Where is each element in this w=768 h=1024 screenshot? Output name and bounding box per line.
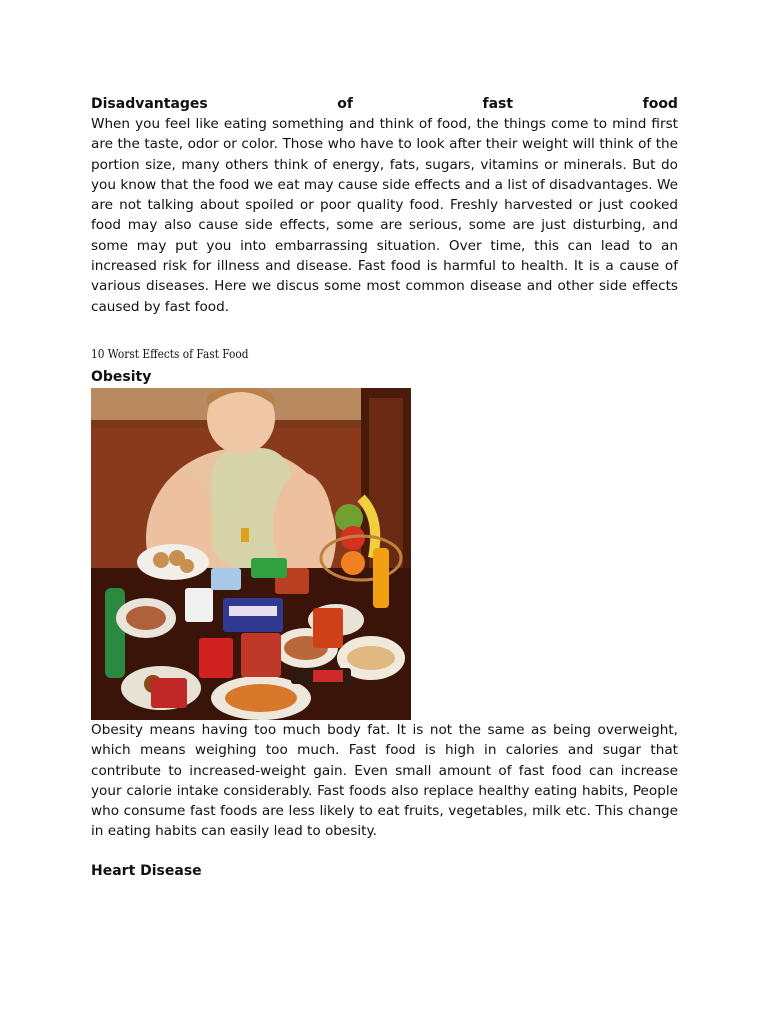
section-heading-heart-disease: Heart Disease: [91, 862, 202, 879]
title-word: fast: [482, 96, 514, 112]
title-word: of: [337, 96, 353, 112]
title-word: Disadvantages: [91, 96, 208, 112]
obesity-photo: [91, 388, 411, 720]
list-heading: 10 Worst Effects of Fast Food: [91, 346, 249, 361]
title-word: food: [642, 96, 678, 112]
section-heading-obesity: Obesity: [91, 368, 152, 385]
document-title: [91, 94, 678, 114]
document-page: [91, 94, 678, 881]
obesity-paragraph: Obesity means having too much body fat. It is not the same as being overweight, which means weighing too much. Fast food is high in calories and sugar that contribute to increased-weight gain. Even small amount of fast food can increase your calorie intake considerably. Fast foods also replace healthy eating habits, People who consume fast foods are less likely to eat fruits, vegetables, milk etc. This change in eating habits can easily lead to obesity.: [91, 721, 678, 840]
intro-paragraph: When you feel like eating something and think of food, the things come to mind first are the taste, odor or color. Those who have to look after their weight will think of the portion size, many others think of energy, fats, sugars, vitamins or minerals. But do you know that the food we eat may cause side effects and a list of disadvantages. We are not talking about spoiled or poor quality food. Freshly harvested or just cooked food may also cause side effects, some are serious, some are just disturbing, and some may put you into embarrassing situation. Over time, this can lead to an increased risk for illness and disease. Fast food is harmful to health. It is a cause of various diseases. Here we discus some most common disease and other side effects caused by fast food.: [91, 116, 678, 315]
